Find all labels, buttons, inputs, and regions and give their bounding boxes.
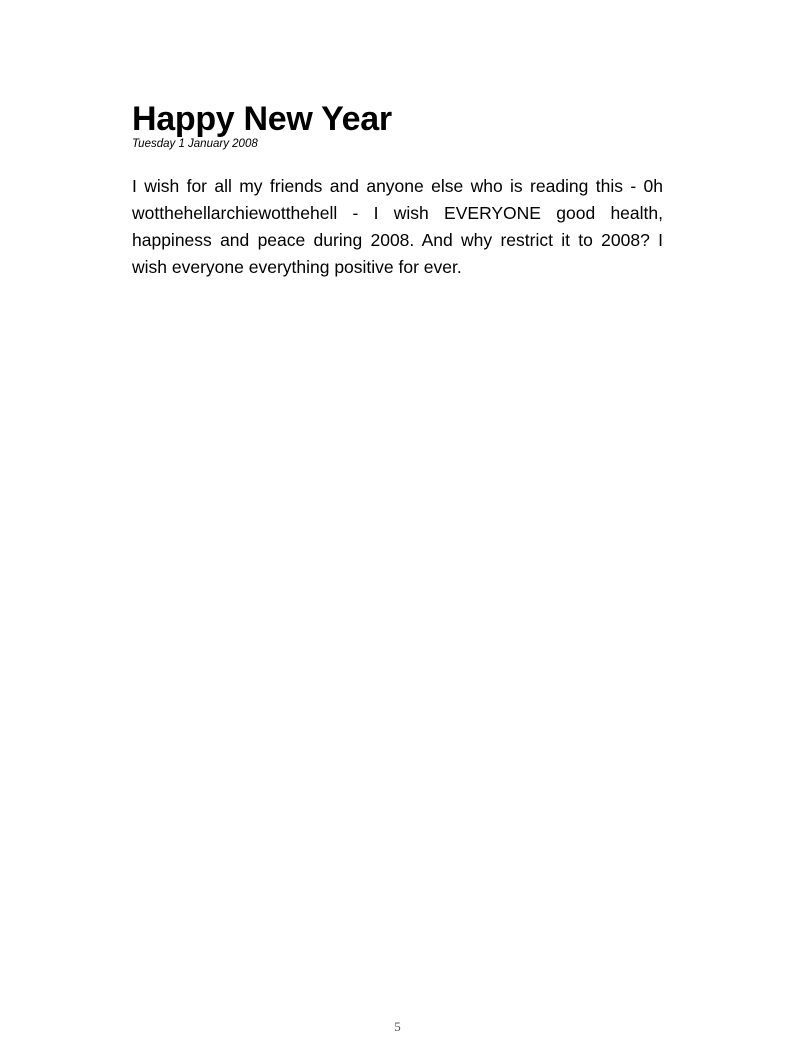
post-title: Happy New Year — [132, 100, 392, 138]
page-number: 5 — [394, 1019, 401, 1034]
post — [132, 100, 663, 281]
post-body: I wish for all my friends and anyone else who is reading this - 0h wotthehellarchiewotthehell - I wish EVERYONE good health, happiness and peace during 2008. And why restrict it to 2008? I wish everyone everything positive for ever. — [132, 176, 663, 277]
post-date: Tuesday 1 January 2008 — [132, 138, 258, 150]
